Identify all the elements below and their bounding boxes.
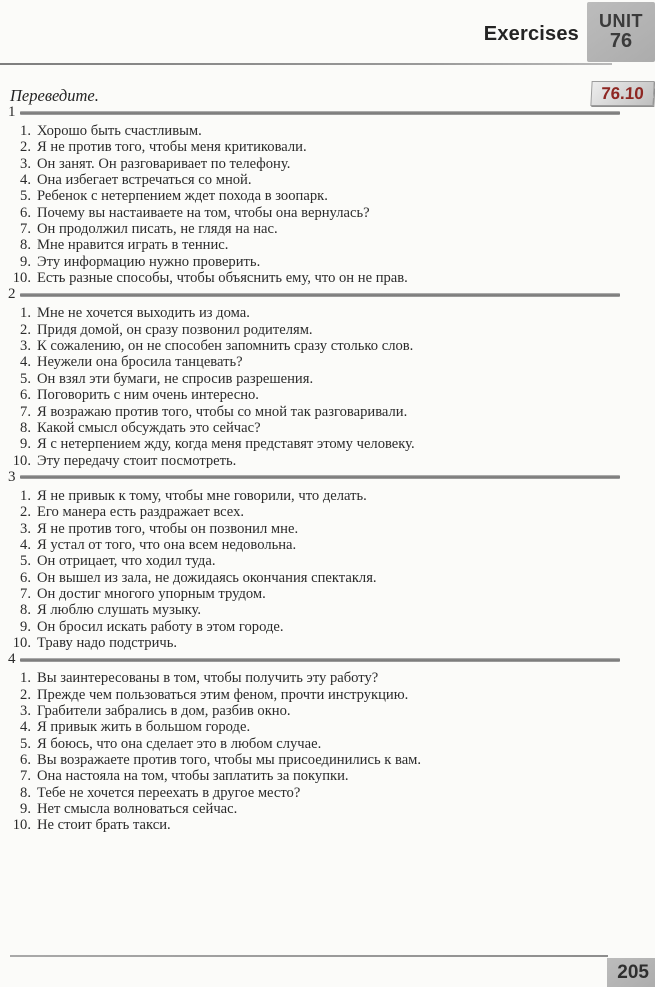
item-text: Мне нравится играть в теннис. xyxy=(37,237,229,254)
item-number: 9. xyxy=(20,253,31,270)
sentence-item xyxy=(0,156,655,172)
section-divider-bar xyxy=(20,111,621,115)
item-text: Я не против того, чтобы он позвонил мне. xyxy=(37,520,299,537)
item-number: 2. xyxy=(20,504,31,521)
sentence-item xyxy=(0,387,655,403)
item-text: Эту передачу стоит посмотреть. xyxy=(37,452,237,469)
item-number: 1. xyxy=(20,487,31,504)
item-number: 6. xyxy=(20,569,31,586)
item-text: Почему вы настаиваете на том, чтобы она вернулась? xyxy=(37,204,370,221)
item-number: 2. xyxy=(20,686,31,703)
item-text: Придя домой, он сразу позвонил родителям. xyxy=(37,321,313,338)
header-divider xyxy=(0,63,612,65)
item-text: Он достиг многого упорным трудом. xyxy=(37,585,266,602)
sentence-item xyxy=(0,670,655,686)
item-text: Я люблю слушать музыку. xyxy=(37,602,202,619)
sentence-list xyxy=(0,301,655,470)
sentence-item xyxy=(0,570,655,586)
item-number: 3. xyxy=(20,338,31,355)
sentence-item xyxy=(0,752,655,768)
item-number: 2. xyxy=(20,139,31,156)
footer-divider xyxy=(10,955,608,957)
item-number: 4. xyxy=(20,536,31,553)
item-number: 10. xyxy=(12,817,31,834)
item-number: 7. xyxy=(20,403,31,420)
item-number: 8. xyxy=(20,419,31,436)
item-number: 10. xyxy=(12,270,31,287)
sentence-item xyxy=(0,687,655,703)
item-text: Нет смысла волноваться сейчас. xyxy=(37,801,238,818)
item-text: К сожалению, он не способен запомнить сразу столько слов. xyxy=(37,338,414,355)
item-text: Я не против того, чтобы меня критиковали. xyxy=(37,139,307,156)
item-number: 9. xyxy=(20,801,31,818)
item-text: Поговорить с ним очень интересно. xyxy=(37,387,259,404)
section-header xyxy=(0,106,655,119)
exercise-section xyxy=(0,653,655,835)
item-text: Ребенок с нетерпением ждет похода в зоопарк. xyxy=(37,188,328,205)
section-number: 3 xyxy=(8,468,16,485)
item-number: 10. xyxy=(12,452,31,469)
item-number: 8. xyxy=(20,237,31,254)
item-number: 5. xyxy=(20,735,31,752)
unit-label: UNIT xyxy=(599,11,643,32)
sentence-item xyxy=(0,619,655,635)
item-number: 7. xyxy=(20,221,31,238)
item-number: 7. xyxy=(20,768,31,785)
item-text: Тебе не хочется переехать в другое место? xyxy=(37,784,301,801)
item-number: 4. xyxy=(20,719,31,736)
item-text: Грабители забрались в дом, разбив окно. xyxy=(37,703,291,719)
sentence-item xyxy=(0,719,655,735)
item-text: Я с нетерпением жду, когда меня представят этому человеку. xyxy=(37,436,415,453)
sections xyxy=(0,106,655,836)
sentence-item xyxy=(0,221,655,237)
item-text: Он продолжил писать, не глядя на нас. xyxy=(37,221,278,238)
item-text: Эту информацию нужно проверить. xyxy=(37,253,261,270)
sentence-item xyxy=(0,172,655,188)
sentence-item xyxy=(0,205,655,221)
sentence-item xyxy=(0,768,655,784)
item-text: Вы возражаете против того, чтобы мы присоединились к вам. xyxy=(37,752,422,769)
exercises-heading: Exercises xyxy=(483,23,579,45)
sentence-item xyxy=(0,801,655,817)
item-number: 6. xyxy=(20,752,31,769)
sentence-list xyxy=(0,484,655,653)
sentence-item xyxy=(0,488,655,504)
sentence-item xyxy=(0,420,655,436)
item-text: Неужели она бросила танцевать? xyxy=(37,354,243,371)
item-number: 4. xyxy=(20,172,31,189)
sentence-item xyxy=(0,602,655,618)
item-text: Он отрицает, что ходил туда. xyxy=(37,553,216,570)
sentence-item xyxy=(0,237,655,253)
sentence-item xyxy=(0,736,655,752)
item-text: Его манера есть раздражает всех. xyxy=(37,504,245,521)
section-number: 1 xyxy=(8,104,16,120)
section-header xyxy=(0,653,655,666)
item-text: Я не привык к тому, чтобы мне говорили, что делать. xyxy=(37,487,367,504)
section-divider-bar xyxy=(20,475,621,479)
item-text: Он занят. Он разговаривает по телефону. xyxy=(37,155,291,172)
item-text: Прежде чем пользоваться этим феном, прочти инструкцию. xyxy=(37,686,409,703)
item-number: 2. xyxy=(20,321,31,338)
section-header xyxy=(0,288,655,301)
item-number: 1. xyxy=(20,670,31,687)
item-number: 3. xyxy=(20,155,31,172)
item-text: Он бросил искать работу в этом городе. xyxy=(37,618,284,635)
item-text: Я привык жить в большом городе. xyxy=(37,719,251,736)
sentence-item xyxy=(0,537,655,553)
item-text: Есть разные способы, чтобы объяснить ему, что он не прав. xyxy=(37,270,408,287)
item-number: 1. xyxy=(20,123,31,139)
sentence-item xyxy=(0,635,655,651)
section-divider-bar xyxy=(20,658,621,662)
item-number: 9. xyxy=(20,436,31,453)
item-text: Какой смысл обсуждать это сейчас? xyxy=(37,419,261,436)
sentence-item xyxy=(0,354,655,370)
sentence-item xyxy=(0,436,655,452)
sentence-item xyxy=(0,338,655,354)
item-text: Он взял эти бумаги, не спросив разрешения. xyxy=(37,370,314,387)
item-text: Мне не хочется выходить из дома. xyxy=(37,305,250,322)
sentence-list xyxy=(0,666,655,835)
item-text: Я устал от того, что она всем недовольна. xyxy=(37,536,297,553)
item-text: Не стоит брать такси. xyxy=(37,817,171,834)
item-number: 7. xyxy=(20,585,31,602)
item-number: 3. xyxy=(20,520,31,537)
sentence-item xyxy=(0,254,655,270)
sentence-item xyxy=(0,703,655,719)
item-text: Хорошо быть счастливым. xyxy=(37,123,202,139)
exercise-section xyxy=(0,106,655,288)
sentence-item xyxy=(0,504,655,520)
sentence-item xyxy=(0,521,655,537)
item-text: Я возражаю против того, чтобы со мной так разговаривали. xyxy=(37,403,408,420)
page-number-box xyxy=(607,958,655,987)
sentence-item xyxy=(0,785,655,801)
item-text: Она избегает встречаться со мной. xyxy=(37,172,252,189)
item-number: 9. xyxy=(20,618,31,635)
exercise-section xyxy=(0,468,655,653)
section-divider-bar xyxy=(20,293,621,297)
sentence-item xyxy=(0,404,655,420)
item-number: 10. xyxy=(12,634,31,651)
unit-badge xyxy=(587,2,655,62)
instruction-text: Переведите. xyxy=(10,86,99,105)
item-number: 5. xyxy=(20,188,31,205)
sentence-item xyxy=(0,817,655,833)
sentence-item xyxy=(0,188,655,204)
exercise-section xyxy=(0,288,655,470)
page-number: 205 xyxy=(617,961,649,983)
sentence-item xyxy=(0,453,655,469)
unit-number: 76 xyxy=(609,29,633,52)
item-number: 8. xyxy=(20,602,31,619)
item-number: 8. xyxy=(20,784,31,801)
section-number: 2 xyxy=(8,286,16,303)
sentence-item xyxy=(0,270,655,286)
item-number: 6. xyxy=(20,204,31,221)
item-number: 1. xyxy=(20,305,31,322)
item-number: 5. xyxy=(20,553,31,570)
sentence-item xyxy=(0,371,655,387)
sentence-item xyxy=(0,305,655,321)
section-number: 4 xyxy=(8,651,16,668)
item-text: Он вышел из зала, не дожидаясь окончания спектакля. xyxy=(37,569,377,586)
sentence-list xyxy=(0,119,655,288)
item-text: Она настояла на том, чтобы заплатить за покупки. xyxy=(37,768,349,785)
item-text: Траву надо подстричь. xyxy=(37,634,178,651)
exercise-number-badge: 76.10 xyxy=(590,81,654,106)
sentence-item xyxy=(0,586,655,602)
item-number: 5. xyxy=(20,370,31,387)
item-text: Вы заинтересованы в том, чтобы получить эту работу? xyxy=(37,670,379,687)
item-number: 6. xyxy=(20,387,31,404)
item-text: Я боюсь, что она сделает это в любом случае. xyxy=(37,735,322,752)
sentence-item xyxy=(0,553,655,569)
section-header xyxy=(0,468,655,485)
sentence-item xyxy=(0,139,655,155)
item-number: 4. xyxy=(20,354,31,371)
item-number: 3. xyxy=(20,703,31,719)
sentence-item xyxy=(0,322,655,338)
sentence-item xyxy=(0,123,655,139)
